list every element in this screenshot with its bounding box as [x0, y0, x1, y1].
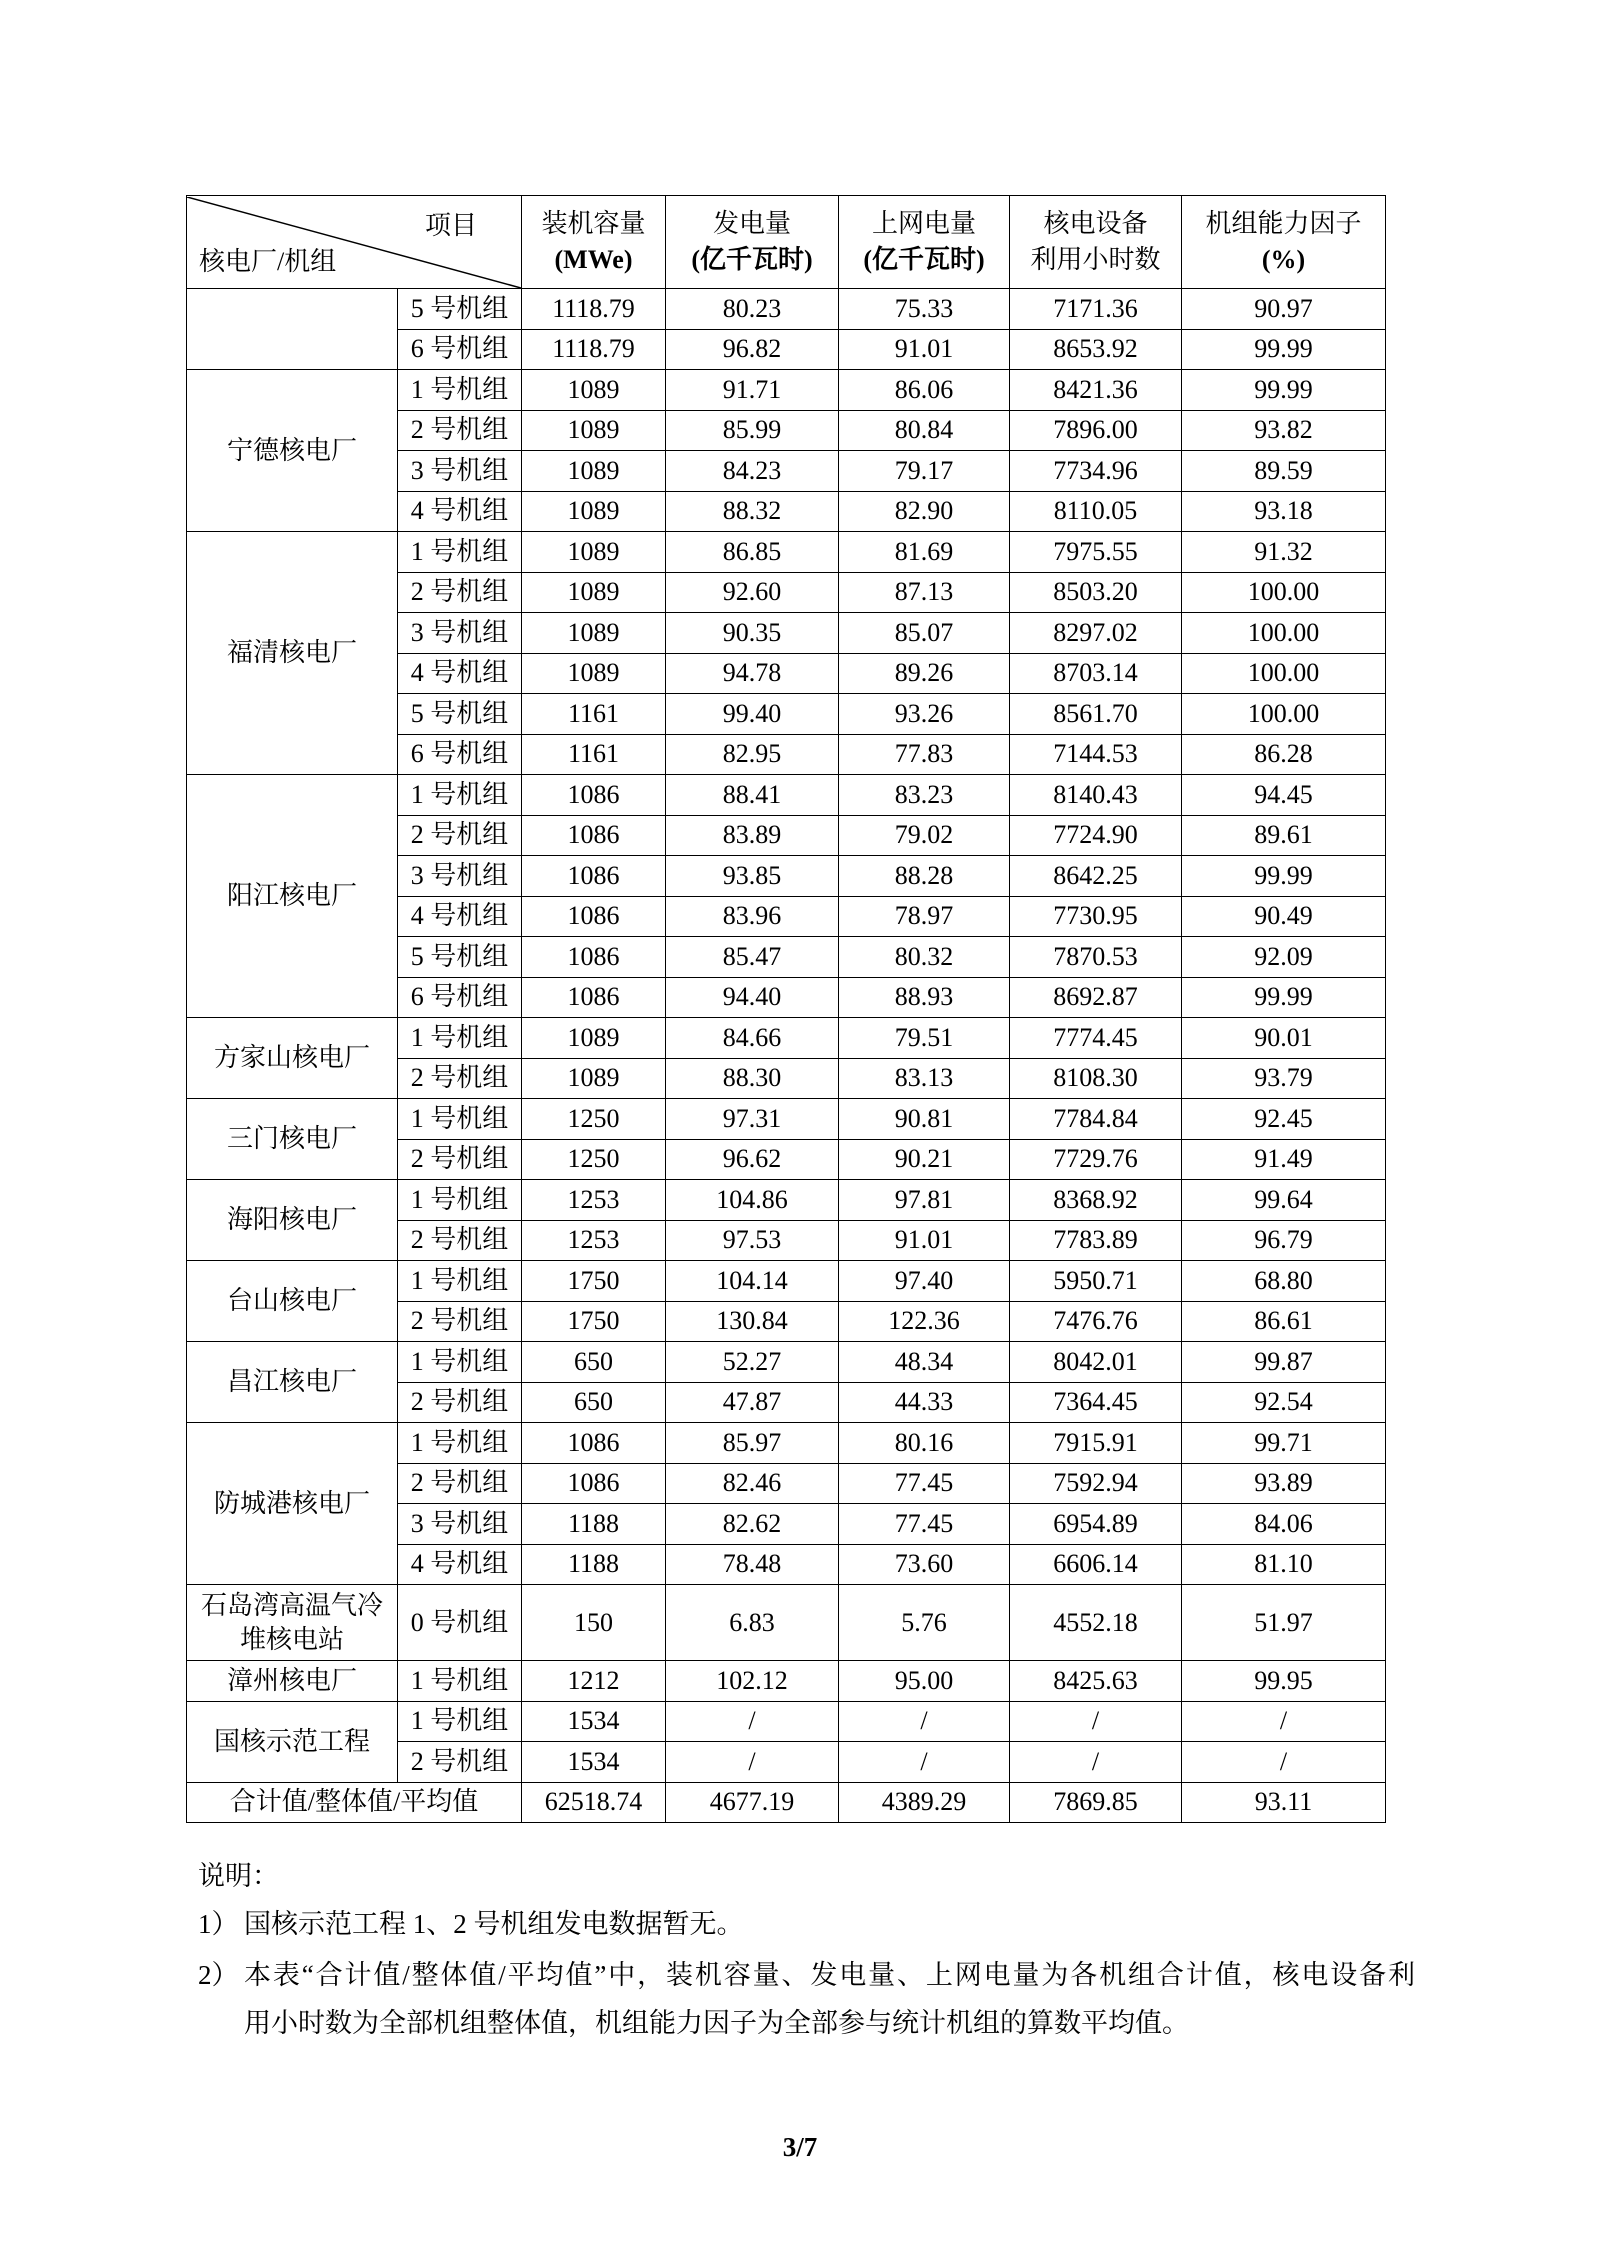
generation-cell: 82.46 [666, 1463, 839, 1504]
grid-supply-cell: 97.40 [839, 1261, 1010, 1302]
unit-cell: 2 号机组 [398, 1463, 522, 1504]
capacity-cell: 1089 [522, 1058, 666, 1099]
generation-cell: 96.62 [666, 1139, 839, 1180]
plant-name: 石岛湾高温气冷 [200, 1590, 383, 1620]
capability-factor-cell: 68.80 [1182, 1261, 1386, 1302]
plant-name: 昌江核电厂 [226, 1367, 357, 1396]
plant-name-cell [187, 1585, 398, 1661]
grid-supply-cell: 77.83 [839, 734, 1010, 775]
column-header-capability-factor [1182, 196, 1386, 289]
generation-cell: 6.83 [666, 1585, 839, 1661]
capability-factor-cell: / [1182, 1742, 1386, 1783]
utilization-hours-cell: 8421.36 [1010, 370, 1182, 411]
generation-cell: 88.32 [666, 491, 839, 532]
unit-cell: 3 号机组 [398, 451, 522, 492]
utilization-hours-cell: 7870.53 [1010, 937, 1182, 978]
table-row [187, 1585, 1386, 1661]
grid-supply-cell: 88.93 [839, 977, 1010, 1018]
note-text: 用小时数为全部机组整体值，机组能力因子为全部参与统计机组的算数平均值。 [244, 2008, 1189, 2038]
capability-factor-cell: 81.10 [1182, 1544, 1386, 1585]
capacity-cell: 1161 [522, 734, 666, 775]
table-row [187, 1018, 1386, 1059]
utilization-hours-cell: 7975.55 [1010, 532, 1182, 573]
unit-cell: 4 号机组 [398, 896, 522, 937]
total-grid-supply-cell: 4389.29 [839, 1782, 1010, 1823]
capacity-cell: 1086 [522, 1463, 666, 1504]
generation-cell: 93.85 [666, 856, 839, 897]
column-header-line: 上网电量 [871, 209, 976, 238]
table-header-corner [187, 196, 522, 289]
utilization-hours-cell: 8503.20 [1010, 572, 1182, 613]
generation-cell: 88.30 [666, 1058, 839, 1099]
unit-cell: 5 号机组 [398, 937, 522, 978]
unit-cell: 1 号机组 [398, 1701, 522, 1742]
capability-factor-cell: 100.00 [1182, 613, 1386, 654]
column-header-line: 装机容量 [541, 209, 646, 238]
generation-cell: 88.41 [666, 775, 839, 816]
capability-factor-cell: 94.45 [1182, 775, 1386, 816]
generation-cell: 130.84 [666, 1301, 839, 1342]
unit-cell: 0 号机组 [398, 1585, 522, 1661]
generation-cell: 97.53 [666, 1220, 839, 1261]
table-header-row [187, 196, 1386, 289]
table-row [187, 1342, 1386, 1383]
plant-name-cell [187, 289, 398, 370]
capacity-cell: 1086 [522, 977, 666, 1018]
unit-cell: 3 号机组 [398, 613, 522, 654]
capability-factor-cell: 51.97 [1182, 1585, 1386, 1661]
capacity-cell: 1161 [522, 694, 666, 735]
capacity-cell: 1250 [522, 1139, 666, 1180]
grid-supply-cell: 87.13 [839, 572, 1010, 613]
plant-name: 国核示范工程 [213, 1726, 370, 1756]
capacity-cell: 1534 [522, 1742, 666, 1783]
utilization-hours-cell: 7783.89 [1010, 1220, 1182, 1261]
utilization-hours-cell: 8692.87 [1010, 977, 1182, 1018]
capacity-cell: 1089 [522, 653, 666, 694]
table-row [187, 1261, 1386, 1302]
grid-supply-cell: 88.28 [839, 856, 1010, 897]
grid-supply-cell: 78.97 [839, 896, 1010, 937]
grid-supply-cell: 86.06 [839, 370, 1010, 411]
unit-cell: 6 号机组 [398, 734, 522, 775]
unit-cell: 1 号机组 [398, 775, 522, 816]
unit-cell: 1 号机组 [398, 1661, 522, 1702]
unit-cell: 6 号机组 [398, 329, 522, 370]
generation-cell: / [666, 1701, 839, 1742]
capability-factor-cell: 99.71 [1182, 1423, 1386, 1464]
generation-cell: 91.71 [666, 370, 839, 411]
capacity-cell: 1118.79 [522, 329, 666, 370]
unit-cell: 2 号机组 [398, 1301, 522, 1342]
capability-factor-cell: 86.28 [1182, 734, 1386, 775]
capacity-cell: 1250 [522, 1099, 666, 1140]
generation-cell: 104.14 [666, 1261, 839, 1302]
plant-unit-label: 核电厂/机组 [199, 246, 337, 276]
generation-cell: 85.47 [666, 937, 839, 978]
unit-cell: 4 号机组 [398, 491, 522, 532]
generation-cell: 83.96 [666, 896, 839, 937]
column-header-capacity [522, 196, 666, 289]
utilization-hours-cell: 7729.76 [1010, 1139, 1182, 1180]
utilization-hours-cell: 7171.36 [1010, 289, 1182, 330]
capability-factor-cell: 99.87 [1182, 1342, 1386, 1383]
utilization-hours-cell: 7915.91 [1010, 1423, 1182, 1464]
unit-cell: 1 号机组 [398, 1180, 522, 1221]
plant-name-cell [187, 1661, 398, 1702]
generation-cell: 86.85 [666, 532, 839, 573]
generation-cell: 92.60 [666, 572, 839, 613]
unit-cell: 2 号机组 [398, 572, 522, 613]
total-generation-cell: 4677.19 [666, 1782, 839, 1823]
capacity-cell: 1253 [522, 1180, 666, 1221]
unit-cell: 1 号机组 [398, 370, 522, 411]
capacity-cell: 1089 [522, 572, 666, 613]
unit-cell: 2 号机组 [398, 815, 522, 856]
unit-cell: 1 号机组 [398, 1423, 522, 1464]
capacity-cell: 150 [522, 1585, 666, 1661]
capacity-cell: 1089 [522, 451, 666, 492]
note-text: 国核示范工程 1、2 号机组发电数据暂无。 [244, 1909, 744, 1939]
grid-supply-cell: 91.01 [839, 1220, 1010, 1261]
unit-cell: 2 号机组 [398, 1742, 522, 1783]
plant-name-cell [187, 370, 398, 532]
plant-name: 海阳核电厂 [226, 1205, 357, 1234]
table-body [187, 289, 1386, 1823]
total-utilization-hours-cell: 7869.85 [1010, 1782, 1182, 1823]
corner-box [187, 197, 521, 288]
generation-cell: 97.31 [666, 1099, 839, 1140]
capability-factor-cell: 99.99 [1182, 856, 1386, 897]
grid-supply-cell: 77.45 [839, 1463, 1010, 1504]
capability-factor-cell: 93.89 [1182, 1463, 1386, 1504]
grid-supply-cell: 80.16 [839, 1423, 1010, 1464]
utilization-hours-cell: 8368.92 [1010, 1180, 1182, 1221]
grid-supply-cell: 93.26 [839, 694, 1010, 735]
capability-factor-cell: 90.01 [1182, 1018, 1386, 1059]
utilization-hours-cell: 7730.95 [1010, 896, 1182, 937]
capacity-cell: 1089 [522, 532, 666, 573]
unit-cell: 2 号机组 [398, 1382, 522, 1423]
grid-supply-cell: 77.45 [839, 1504, 1010, 1545]
utilization-hours-cell: 7592.94 [1010, 1463, 1182, 1504]
grid-supply-cell: 90.21 [839, 1139, 1010, 1180]
plant-name: 阳江核电厂 [226, 881, 357, 910]
unit-cell: 3 号机组 [398, 856, 522, 897]
unit-cell: 4 号机组 [398, 1544, 522, 1585]
capability-factor-cell: 99.95 [1182, 1661, 1386, 1702]
capability-factor-cell: 92.45 [1182, 1099, 1386, 1140]
utilization-hours-cell: 7144.53 [1010, 734, 1182, 775]
column-header-utilization-hours [1010, 196, 1182, 289]
capacity-cell: 1253 [522, 1220, 666, 1261]
notes-title: 说明： [198, 1861, 279, 1891]
unit-cell: 2 号机组 [398, 410, 522, 451]
column-header-line: 利用小时数 [1030, 245, 1161, 274]
utilization-hours-cell: / [1010, 1701, 1182, 1742]
capability-factor-cell: / [1182, 1701, 1386, 1742]
capacity-cell: 1089 [522, 1018, 666, 1059]
capacity-cell: 1089 [522, 491, 666, 532]
unit-cell: 3 号机组 [398, 1504, 522, 1545]
column-header-line: 核电设备 [1043, 209, 1148, 238]
capability-factor-cell: 92.54 [1182, 1382, 1386, 1423]
capability-factor-cell: 89.61 [1182, 815, 1386, 856]
table-row [187, 1701, 1386, 1742]
table-row [187, 532, 1386, 573]
utilization-hours-cell: 8042.01 [1010, 1342, 1182, 1383]
grid-supply-cell: 75.33 [839, 289, 1010, 330]
grid-supply-cell: 90.81 [839, 1099, 1010, 1140]
capability-factor-cell: 100.00 [1182, 653, 1386, 694]
table-row [187, 775, 1386, 816]
utilization-hours-cell: 7734.96 [1010, 451, 1182, 492]
capacity-cell: 1086 [522, 937, 666, 978]
generation-cell: 90.35 [666, 613, 839, 654]
generation-cell: 52.27 [666, 1342, 839, 1383]
utilization-hours-cell: 7896.00 [1010, 410, 1182, 451]
plant-name-cell [187, 1342, 398, 1423]
capacity-cell: 1534 [522, 1701, 666, 1742]
grid-supply-cell: 44.33 [839, 1382, 1010, 1423]
capacity-cell: 1118.79 [522, 289, 666, 330]
column-header-unit: (MWe) [554, 245, 633, 274]
grid-supply-cell: 79.51 [839, 1018, 1010, 1059]
unit-generation-table [186, 195, 1386, 1823]
generation-cell: 85.97 [666, 1423, 839, 1464]
column-header-line: 发电量 [712, 209, 791, 238]
unit-cell: 1 号机组 [398, 532, 522, 573]
capacity-cell: 1212 [522, 1661, 666, 1702]
capacity-cell: 1188 [522, 1504, 666, 1545]
plant-name-cell [187, 1099, 398, 1180]
utilization-hours-cell: / [1010, 1742, 1182, 1783]
plant-name-cell [187, 775, 398, 1018]
capability-factor-cell: 99.99 [1182, 370, 1386, 411]
capacity-cell: 1188 [522, 1544, 666, 1585]
capability-factor-cell: 99.99 [1182, 329, 1386, 370]
unit-cell: 2 号机组 [398, 1139, 522, 1180]
total-row [187, 1782, 1386, 1823]
utilization-hours-cell: 6954.89 [1010, 1504, 1182, 1545]
capability-factor-cell: 99.99 [1182, 977, 1386, 1018]
capacity-cell: 1750 [522, 1261, 666, 1302]
unit-cell: 1 号机组 [398, 1342, 522, 1383]
unit-cell: 5 号机组 [398, 289, 522, 330]
grid-supply-cell: 79.02 [839, 815, 1010, 856]
generation-cell: 94.78 [666, 653, 839, 694]
grid-supply-cell: 95.00 [839, 1661, 1010, 1702]
plant-name: 福清核电厂 [226, 638, 357, 667]
table-row [187, 289, 1386, 330]
utilization-hours-cell: 8140.43 [1010, 775, 1182, 816]
capacity-cell: 1750 [522, 1301, 666, 1342]
page-number: 3/7 [782, 2132, 818, 2162]
column-header-line: 机组能力因子 [1205, 209, 1362, 238]
unit-cell: 2 号机组 [398, 1058, 522, 1099]
plant-name: 方家山核电厂 [213, 1043, 370, 1072]
total-capacity-cell: 62518.74 [522, 1782, 666, 1823]
plant-name: 防城港核电厂 [213, 1488, 370, 1518]
capability-factor-cell: 93.79 [1182, 1058, 1386, 1099]
grid-supply-cell: 80.32 [839, 937, 1010, 978]
plant-name-cell [187, 1701, 398, 1782]
capacity-cell: 650 [522, 1342, 666, 1383]
capability-factor-cell: 89.59 [1182, 451, 1386, 492]
capacity-cell: 1086 [522, 775, 666, 816]
generation-cell: 82.62 [666, 1504, 839, 1545]
utilization-hours-cell: 7784.84 [1010, 1099, 1182, 1140]
grid-supply-cell: 79.17 [839, 451, 1010, 492]
generation-cell: 85.99 [666, 410, 839, 451]
capability-factor-cell: 99.64 [1182, 1180, 1386, 1221]
capacity-cell: 650 [522, 1382, 666, 1423]
generation-cell: / [666, 1742, 839, 1783]
plant-name-cell [187, 1180, 398, 1261]
grid-supply-cell: 83.23 [839, 775, 1010, 816]
capacity-cell: 1086 [522, 856, 666, 897]
generation-cell: 99.40 [666, 694, 839, 735]
generation-cell: 84.66 [666, 1018, 839, 1059]
grid-supply-cell: / [839, 1742, 1010, 1783]
column-header-unit: (亿千瓦时) [863, 245, 985, 274]
utilization-hours-cell: 8561.70 [1010, 694, 1182, 735]
utilization-hours-cell: 8425.63 [1010, 1661, 1182, 1702]
grid-supply-cell: 82.90 [839, 491, 1010, 532]
unit-cell: 5 号机组 [398, 694, 522, 735]
capability-factor-cell: 90.97 [1182, 289, 1386, 330]
grid-supply-cell: 89.26 [839, 653, 1010, 694]
column-header-grid-supply [839, 196, 1010, 289]
generation-cell: 82.95 [666, 734, 839, 775]
utilization-hours-cell: 8703.14 [1010, 653, 1182, 694]
column-header-generation [666, 196, 839, 289]
capability-factor-cell: 90.49 [1182, 896, 1386, 937]
grid-supply-cell: 48.34 [839, 1342, 1010, 1383]
plant-name: 台山核电厂 [226, 1286, 357, 1315]
generation-cell: 104.86 [666, 1180, 839, 1221]
table-row [187, 1423, 1386, 1464]
grid-supply-cell: / [839, 1701, 1010, 1742]
capacity-cell: 1086 [522, 815, 666, 856]
capability-factor-cell: 100.00 [1182, 572, 1386, 613]
unit-cell: 1 号机组 [398, 1261, 522, 1302]
plant-name: 宁德核电厂 [226, 435, 357, 465]
note-text: 本表“合计值/整体值/平均值”中，装机容量、发电量、上网电量为各机组合计值，核电设备利 [244, 1960, 1415, 1990]
plant-name: 三门核电厂 [226, 1124, 357, 1153]
utilization-hours-cell: 5950.71 [1010, 1261, 1182, 1302]
plant-name: 堆核电站 [239, 1624, 344, 1654]
generation-cell: 78.48 [666, 1544, 839, 1585]
capability-factor-cell: 84.06 [1182, 1504, 1386, 1545]
capability-factor-cell: 91.32 [1182, 532, 1386, 573]
unit-cell: 4 号机组 [398, 653, 522, 694]
utilization-hours-cell: 8642.25 [1010, 856, 1182, 897]
utilization-hours-cell: 6606.14 [1010, 1544, 1182, 1585]
grid-supply-cell: 91.01 [839, 329, 1010, 370]
item-label: 项目 [424, 210, 477, 240]
utilization-hours-cell: 8653.92 [1010, 329, 1182, 370]
unit-cell: 1 号机组 [398, 1018, 522, 1059]
grid-supply-cell: 73.60 [839, 1544, 1010, 1585]
grid-supply-cell: 5.76 [839, 1585, 1010, 1661]
capacity-cell: 1086 [522, 896, 666, 937]
utilization-hours-cell: 8110.05 [1010, 491, 1182, 532]
utilization-hours-cell: 7724.90 [1010, 815, 1182, 856]
unit-cell: 6 号机组 [398, 977, 522, 1018]
grid-supply-cell: 97.81 [839, 1180, 1010, 1221]
plant-name: 漳州核电厂 [226, 1665, 357, 1695]
capacity-cell: 1089 [522, 370, 666, 411]
capacity-cell: 1089 [522, 613, 666, 654]
capability-factor-cell: 93.18 [1182, 491, 1386, 532]
capacity-cell: 1086 [522, 1423, 666, 1464]
utilization-hours-cell: 8297.02 [1010, 613, 1182, 654]
generation-cell: 94.40 [666, 977, 839, 1018]
utilization-hours-cell: 8108.30 [1010, 1058, 1182, 1099]
capacity-cell: 1089 [522, 410, 666, 451]
grid-supply-cell: 83.13 [839, 1058, 1010, 1099]
capability-factor-cell: 93.82 [1182, 410, 1386, 451]
utilization-hours-cell: 4552.18 [1010, 1585, 1182, 1661]
table-row [187, 1180, 1386, 1221]
total-capability-factor-cell: 93.11 [1182, 1782, 1386, 1823]
total-label-cell: 合计值/整体值/平均值 [187, 1782, 522, 1823]
generation-cell: 83.89 [666, 815, 839, 856]
plant-name-cell [187, 1423, 398, 1585]
column-header-unit: (亿千瓦时) [691, 245, 813, 274]
utilization-hours-cell: 7774.45 [1010, 1018, 1182, 1059]
capability-factor-cell: 86.61 [1182, 1301, 1386, 1342]
note-number: 1） [198, 1909, 239, 1939]
unit-cell: 1 号机组 [398, 1099, 522, 1140]
utilization-hours-cell: 7364.45 [1010, 1382, 1182, 1423]
generation-cell: 47.87 [666, 1382, 839, 1423]
plant-name-cell [187, 1261, 398, 1342]
capability-factor-cell: 100.00 [1182, 694, 1386, 735]
column-header-unit: (%) [1261, 245, 1306, 274]
table-row [187, 1661, 1386, 1702]
table-row [187, 370, 1386, 411]
capability-factor-cell: 96.79 [1182, 1220, 1386, 1261]
unit-cell: 2 号机组 [398, 1220, 522, 1261]
generation-cell: 96.82 [666, 329, 839, 370]
utilization-hours-cell: 7476.76 [1010, 1301, 1182, 1342]
grid-supply-cell: 81.69 [839, 532, 1010, 573]
capability-factor-cell: 91.49 [1182, 1139, 1386, 1180]
plant-name-cell [187, 1018, 398, 1099]
grid-supply-cell: 80.84 [839, 410, 1010, 451]
generation-cell: 80.23 [666, 289, 839, 330]
plant-name-cell [187, 532, 398, 775]
table-row [187, 1099, 1386, 1140]
note-number: 2） [198, 1960, 239, 1990]
grid-supply-cell: 122.36 [839, 1301, 1010, 1342]
generation-cell: 102.12 [666, 1661, 839, 1702]
capability-factor-cell: 92.09 [1182, 937, 1386, 978]
generation-cell: 84.23 [666, 451, 839, 492]
grid-supply-cell: 85.07 [839, 613, 1010, 654]
